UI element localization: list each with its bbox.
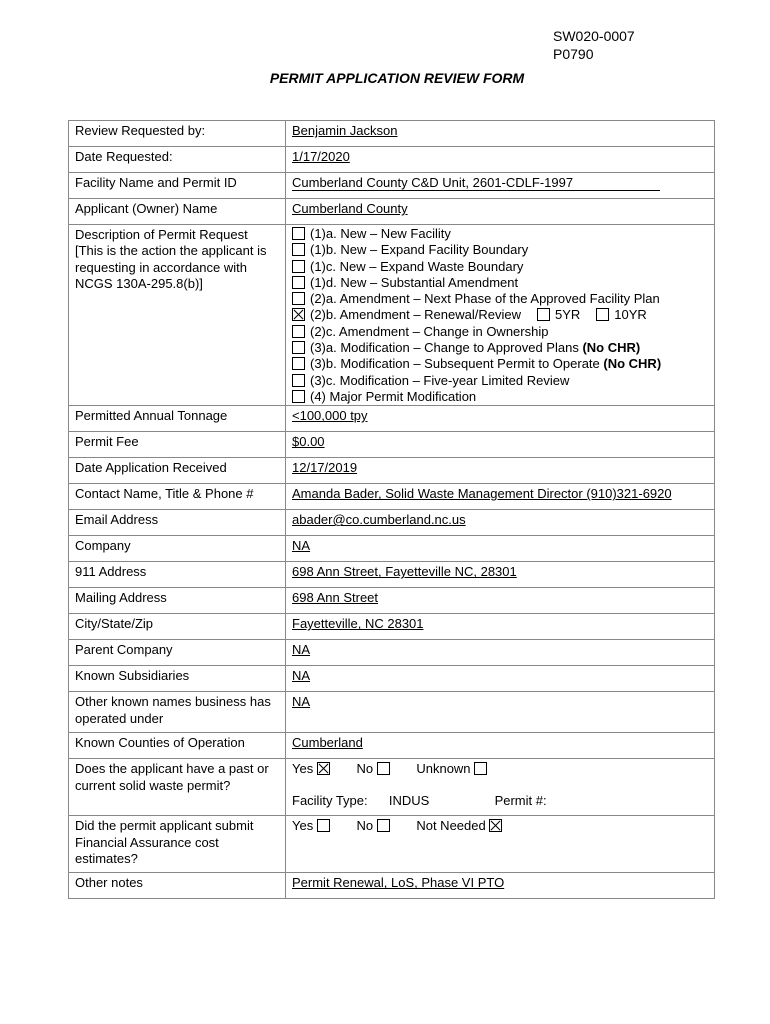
- financial-yes-label: Yes: [292, 818, 314, 834]
- row-city-state-zip: [69, 614, 715, 640]
- page-title: PERMIT APPLICATION REVIEW FORM: [269, 70, 525, 86]
- value-counties: Cumberland: [292, 735, 363, 751]
- label-contact: Contact Name, Title & Phone #: [69, 484, 286, 510]
- value-tonnage: <100,000 tpy: [292, 408, 368, 424]
- option-1b-label: (1)b. New – Expand Facility Boundary: [310, 242, 529, 258]
- value-mailing-address: 698 Ann Street: [292, 590, 379, 606]
- label-parent-company: Parent Company: [69, 640, 286, 666]
- value-date-requested: 1/17/2020: [292, 149, 350, 164]
- review-form-table: [68, 120, 715, 899]
- row-facility: [69, 173, 715, 199]
- label-counties: Known Counties of Operation: [69, 733, 286, 759]
- checkbox-2c[interactable]: [292, 325, 305, 338]
- option-2b[interactable]: [292, 307, 708, 323]
- label-tonnage: Permitted Annual Tonnage: [69, 406, 286, 432]
- row-tonnage: [69, 406, 715, 432]
- row-date-requested: [69, 147, 715, 173]
- value-other-notes: Permit Renewal, LoS, Phase VI PTO: [292, 875, 505, 891]
- checkbox-1d[interactable]: [292, 276, 305, 289]
- label-city-state-zip: City/State/Zip: [69, 614, 286, 640]
- value-applicant: Cumberland County: [292, 201, 408, 216]
- financial-not-needed-checkbox[interactable]: [489, 819, 502, 832]
- row-past-permit: [69, 759, 715, 816]
- row-financial-assurance: [69, 816, 715, 873]
- option-3a-label: (3)a. Modification – Change to Approved Plans: [310, 340, 579, 356]
- value-email: abader@co.cumberland.nc.us: [292, 512, 466, 528]
- row-fee: [69, 432, 715, 458]
- label-date-received: Date Application Received: [69, 458, 286, 484]
- option-3b[interactable]: [292, 356, 708, 372]
- value-subsidiaries: NA: [292, 668, 311, 684]
- option-3b-note: (No CHR): [603, 356, 662, 372]
- label-10yr: 10YR: [614, 307, 647, 323]
- label-subsidiaries: Known Subsidiaries: [69, 666, 286, 692]
- row-other-names: [69, 692, 715, 733]
- option-1c-label: (1)c. New – Expand Waste Boundary: [310, 258, 524, 274]
- option-3a-note: (No CHR): [582, 340, 641, 356]
- row-date-received: [69, 458, 715, 484]
- checkbox-3b[interactable]: [292, 357, 305, 370]
- document-id-line2: P0790: [553, 46, 594, 62]
- option-4[interactable]: [292, 389, 708, 405]
- option-1b[interactable]: [292, 242, 708, 258]
- financial-yes-checkbox[interactable]: [317, 819, 330, 832]
- row-other-notes: [69, 873, 715, 899]
- checkbox-1b[interactable]: [292, 243, 305, 256]
- financial-not-needed-label: Not Needed: [416, 818, 486, 834]
- option-1a[interactable]: [292, 226, 708, 242]
- label-facility: Facility Name and Permit ID: [69, 173, 286, 199]
- option-3a[interactable]: [292, 340, 708, 356]
- document-id-line1: SW020-0007: [553, 28, 635, 44]
- past-permit-yes-label: Yes: [292, 761, 314, 777]
- past-permit-unknown-label: Unknown: [416, 761, 471, 777]
- option-3c-label: (3)c. Modification – Five-year Limited Review: [310, 372, 570, 388]
- label-company: Company: [69, 536, 286, 562]
- past-permit-unknown-checkbox[interactable]: [474, 762, 487, 775]
- row-company: [69, 536, 715, 562]
- checkbox-3c[interactable]: [292, 374, 305, 387]
- financial-no-label: No: [356, 818, 374, 834]
- label-applicant: Applicant (Owner) Name: [69, 199, 286, 225]
- past-permit-no-checkbox[interactable]: [377, 762, 390, 775]
- checkbox-5yr[interactable]: [537, 308, 550, 321]
- label-date-requested: Date Requested:: [69, 147, 286, 173]
- option-3b-label: (3)b. Modification – Subsequent Permit to Operate: [310, 356, 600, 372]
- label-description: Description of Permit Request [This is the action the applicant is requesting in accordance with NCGS 130A-295.8(b)]: [69, 225, 286, 406]
- checkbox-1a[interactable]: [292, 227, 305, 240]
- label-5yr: 5YR: [555, 307, 581, 323]
- value-city-state-zip: Fayetteville, NC 28301: [292, 616, 424, 632]
- row-parent-company: [69, 640, 715, 666]
- row-contact: [69, 484, 715, 510]
- checkbox-10yr[interactable]: [596, 308, 609, 321]
- label-review-requested-by: Review Requested by:: [69, 121, 286, 147]
- checkbox-3a[interactable]: [292, 341, 305, 354]
- past-permit-no-label: No: [356, 761, 374, 777]
- value-company: NA: [292, 538, 311, 554]
- financial-no-checkbox[interactable]: [377, 819, 390, 832]
- value-other-names: NA: [292, 694, 311, 710]
- checkbox-1c[interactable]: [292, 260, 305, 273]
- option-1d[interactable]: [292, 275, 708, 291]
- checkbox-2b[interactable]: [292, 308, 305, 321]
- option-2a[interactable]: [292, 291, 708, 307]
- row-description: [69, 225, 715, 406]
- row-counties: [69, 733, 715, 759]
- row-review-requested-by: [69, 121, 715, 147]
- label-other-notes: Other notes: [69, 873, 286, 899]
- label-mailing-address: Mailing Address: [69, 588, 286, 614]
- value-fee: $0.00: [292, 434, 325, 450]
- option-2c[interactable]: [292, 324, 708, 340]
- document-id: [553, 27, 635, 63]
- option-2b-label: (2)b. Amendment – Renewal/Review: [310, 307, 521, 323]
- past-permit-yes-checkbox[interactable]: [317, 762, 330, 775]
- label-financial-assurance: Did the permit applicant submit Financial Assurance cost estimates?: [69, 816, 286, 873]
- option-2a-label: (2)a. Amendment – Next Phase of the Approved Facility Plan: [310, 291, 660, 307]
- value-date-received: 12/17/2019: [292, 460, 358, 476]
- value-contact: Amanda Bader, Solid Waste Management Director (910)321-6920: [292, 486, 672, 502]
- option-1d-label: (1)d. New – Substantial Amendment: [310, 274, 519, 290]
- row-email: [69, 510, 715, 536]
- option-2c-label: (2)c. Amendment – Change in Ownership: [310, 323, 549, 339]
- value-review-requested-by: Benjamin Jackson: [292, 123, 398, 138]
- checkbox-2a[interactable]: [292, 292, 305, 305]
- row-911-address: [69, 562, 715, 588]
- option-3c[interactable]: [292, 373, 708, 389]
- label-fee: Permit Fee: [69, 432, 286, 458]
- value-parent-company: NA: [292, 642, 311, 658]
- facility-type-label: Facility Type:: [292, 792, 368, 808]
- label-911-address: 911 Address: [69, 562, 286, 588]
- checkbox-4[interactable]: [292, 390, 305, 403]
- row-mailing-address: [69, 588, 715, 614]
- label-email: Email Address: [69, 510, 286, 536]
- value-911-address: 698 Ann Street, Fayetteville NC, 28301: [292, 564, 517, 580]
- facility-type-value: INDUS: [388, 792, 430, 808]
- label-other-names: Other known names business has operated under: [69, 692, 286, 733]
- option-1a-label: (1)a. New – New Facility: [310, 226, 451, 241]
- row-subsidiaries: [69, 666, 715, 692]
- description-options: [286, 225, 715, 406]
- option-1c[interactable]: [292, 259, 708, 275]
- option-4-label: (4) Major Permit Modification: [310, 388, 477, 404]
- value-facility: Cumberland County C&D Unit, 2601-CDLF-1997: [292, 176, 660, 191]
- label-past-permit: Does the applicant have a past or current solid waste permit?: [69, 759, 286, 816]
- row-applicant: [69, 199, 715, 225]
- permit-number-label: Permit #:: [494, 792, 547, 808]
